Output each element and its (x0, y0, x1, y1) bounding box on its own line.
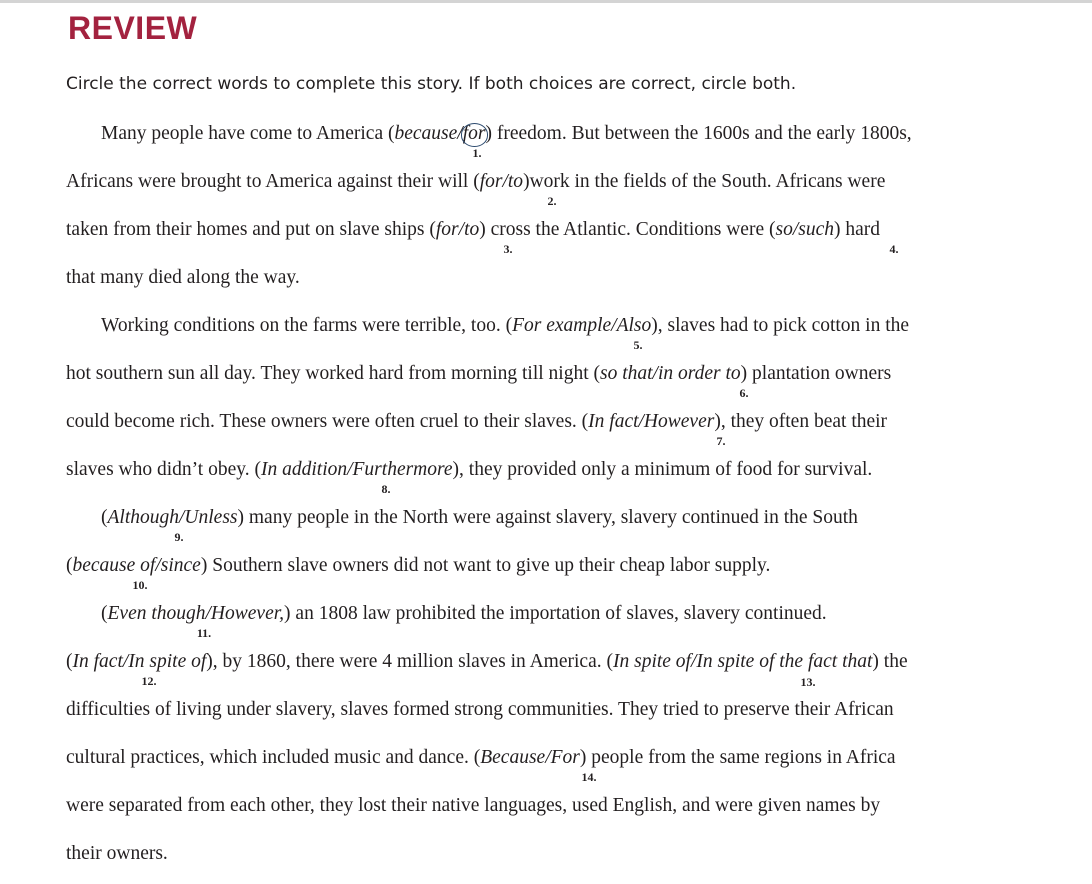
text-run: many people in the North were against slavery, slavery continued in the South (244, 507, 858, 528)
choice-7[interactable]: In fact/However (588, 411, 715, 432)
story-line-1: Many people have come to America (because/for ) freedom. But between the 1600s and the early 1800s, (101, 124, 912, 144)
choice-1-option-b-circled[interactable] (463, 124, 486, 144)
item-number-8: 8. (381, 482, 391, 496)
item-number-9: 9. (174, 530, 184, 544)
item-number-14: 14. (581, 770, 597, 784)
text-run: , they provided only a minimum of food for survival. (459, 459, 873, 480)
text-run: taken from their homes and put on slave ships (66, 219, 430, 240)
story-line-16: their owners. (66, 843, 168, 864)
story-line-11: (Even though/However,) an 1808 law prohibited the importation of slaves, slavery continued. (101, 603, 827, 624)
story-line-8: slaves who didn’t obey. (In addition/Furthermore), they provided only a minimum of food for survival. (66, 459, 873, 480)
story-line-2: Africans were brought to America against their will (for/to)work in the fields of the South. Africans were (66, 171, 886, 192)
text-run: cultural practices, which included music and dance. (66, 747, 474, 768)
choice-1-option-b-text: for (462, 123, 486, 144)
choice-12[interactable]: In fact/In spite of (72, 651, 207, 672)
text-run: hot southern sun all day. They worked hard from morning till night (66, 363, 594, 384)
item-number-5: 5. (633, 338, 643, 352)
choice-11[interactable]: Even though/However, (107, 603, 285, 624)
story-line-3: taken from their homes and put on slave ships (for/to) cross the Atlantic. Conditions were (so/such) hard (66, 219, 881, 240)
story-line-5: Working conditions on the farms were terrible, too. (For example/Also), slaves had to pick cotton in the (101, 315, 910, 336)
choice-6[interactable]: so that/in order to (600, 363, 741, 384)
item-number-1: 1. (472, 146, 482, 160)
item-number-12: 12. (141, 674, 157, 688)
text-run: an 1808 law prohibited the importation of slaves, slavery continued. (290, 603, 827, 624)
choice-2[interactable]: for/to (479, 171, 524, 192)
text-run: cross the Atlantic. Conditions were (485, 219, 769, 240)
story-line-15: were separated from each other, they lost their native languages, used English, and were given names by (66, 795, 881, 816)
top-rule (0, 0, 1092, 3)
choice-4[interactable]: so/such (775, 219, 834, 240)
text-run: plantation owners (747, 363, 892, 384)
choice-5[interactable]: For example/Also (512, 315, 652, 336)
item-number-13: 13. (800, 675, 816, 689)
story-line-10: (because of/since) Southern slave owners did not want to give up their cheap labor supply. (66, 555, 771, 576)
item-number-2: 2. (547, 194, 557, 208)
item-number-11: 11. (196, 626, 212, 640)
story-line-4: that many died along the way. (66, 267, 300, 288)
story-line-6: hot southern sun all day. They worked hard from morning till night (so that/in order to) plantation owners (66, 363, 892, 384)
item-number-10: 10. (132, 578, 148, 592)
story-line-7: could become rich. These owners were often cruel to their slaves. (In fact/However), they often beat their (66, 411, 888, 432)
choice-3[interactable]: for/to (435, 219, 480, 240)
text-run: , they often beat their (720, 411, 888, 432)
choice-10[interactable]: because of/since (72, 555, 201, 576)
text-run: Africans were brought to America against their will (66, 171, 474, 192)
instructions-text: Circle the correct words to complete this story. If both choices are correct, circle both. (66, 74, 797, 94)
text-run: , by 1860, there were 4 million slaves in America. (212, 651, 607, 672)
text-run: Working conditions on the farms were terrible, too. (101, 315, 506, 336)
text-run: hard (840, 219, 881, 240)
choice-9[interactable]: Although/Unless (107, 507, 238, 528)
choice-14[interactable]: Because/For (480, 747, 580, 768)
text-run: Southern slave owners did not want to give up their cheap labor supply. (207, 555, 771, 576)
choice-separator: / (457, 123, 463, 144)
text-run: work in the fields of the South. Africans were (529, 171, 886, 192)
text-run: people from the same regions in Africa (586, 747, 896, 768)
choice-13[interactable]: In spite of/In spite of the fact that (612, 651, 873, 672)
text-run: Many people have come to America (101, 123, 388, 144)
story-line-12: (In fact/In spite of), by 1860, there were 4 million slaves in America. (In spite of/In spite of the fact that) the (66, 651, 908, 672)
item-number-3: 3. (503, 242, 513, 256)
page-title: REVIEW (68, 10, 198, 46)
text-run: freedom. But between the 1600s and the early 1800s, (491, 123, 912, 144)
item-number-4: 4. (889, 242, 899, 256)
story-line-13: difficulties of living under slavery, slaves formed strong communities. They tried to preserve their African (66, 699, 894, 720)
story-line-9: (Although/Unless) many people in the North were against slavery, slavery continued in the South (101, 507, 858, 528)
story-line-14: cultural practices, which included music and dance. (Because/For) people from the same regions in Africa (66, 747, 896, 768)
text-run: , slaves had to pick cotton in the (657, 315, 910, 336)
choice-8[interactable]: In addition/Furthermore (260, 459, 453, 480)
text-run: the (878, 651, 908, 672)
item-number-7: 7. (716, 434, 726, 448)
item-number-6: 6. (739, 386, 749, 400)
text-run: could become rich. These owners were often cruel to their slaves. (66, 411, 582, 432)
text-run: slaves who didn’t obey. (66, 459, 255, 480)
choice-1-option-a[interactable]: because (394, 123, 458, 144)
